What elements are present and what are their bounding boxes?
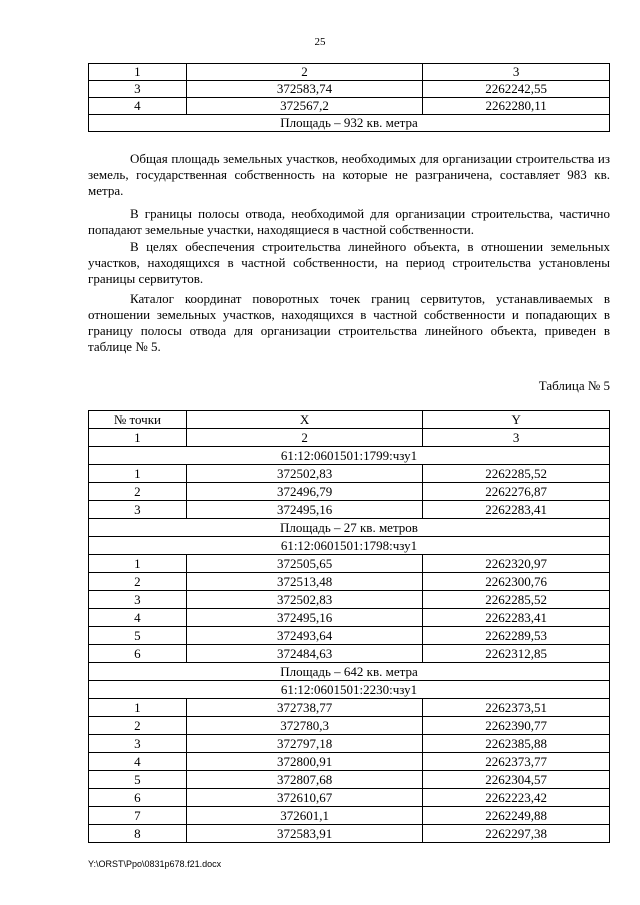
table-cell: 3 (89, 81, 187, 98)
table-cell: 2 (89, 483, 187, 501)
table-cell: 2262320,97 (423, 555, 610, 573)
table-row (89, 717, 610, 735)
table-cell: 372601,1 (186, 807, 423, 825)
file-path-footer: Y:\ORST\Ppo\0831p678.f21.docx (88, 859, 222, 869)
table-cell: 2262242,55 (423, 81, 610, 98)
table-row (89, 789, 610, 807)
table-cell: 3 (423, 429, 610, 447)
table-cell: 6 (89, 645, 187, 663)
table-cell: 1 (89, 64, 187, 81)
table-cell: 2262285,52 (423, 465, 610, 483)
parcel-cadastral-number: 61:12:0601501:2230:чзу1 (89, 681, 610, 699)
table-row (89, 609, 610, 627)
column-numbering-row (89, 429, 610, 447)
table-cell: 1 (89, 699, 187, 717)
table-row (89, 735, 610, 753)
table-cell: 2262312,85 (423, 645, 610, 663)
table-row (89, 501, 610, 519)
paragraph-catalog: Каталог координат поворотных точек границ сервитутов, устанавливаемых в отношении земельных участков, находящихся в частной собственности и попадающих в границу полосы отвода для организации строительства линейного объекта, приведен в таблице № 5. (88, 291, 610, 354)
easement-coordinates-table (88, 410, 610, 843)
table-cell: 4 (89, 609, 187, 627)
table-cell: 2 (89, 573, 187, 591)
table-cell: 372495,16 (186, 501, 423, 519)
table-row (89, 591, 610, 609)
table-cell: 3 (423, 64, 610, 81)
table-row (89, 807, 610, 825)
table-row (89, 465, 610, 483)
table-cell: 2262297,38 (423, 825, 610, 843)
table-cell: 8 (89, 825, 187, 843)
table-cell: 2262249,88 (423, 807, 610, 825)
area-row (89, 519, 610, 537)
table-row (89, 699, 610, 717)
area-cell: Площадь – 27 кв. метров (89, 519, 610, 537)
area-cell: Площадь – 642 кв. метра (89, 663, 610, 681)
table-cell: 7 (89, 807, 187, 825)
table-cell: 2262289,53 (423, 627, 610, 645)
table-row (89, 825, 610, 843)
table-cell: 4 (89, 98, 187, 115)
parcel-cadastral-number: 61:12:0601501:1798:чзу1 (89, 537, 610, 555)
column-header-point-number: № точки (89, 411, 187, 429)
table-row (89, 81, 610, 98)
table-row (89, 753, 610, 771)
table-cell: 2262283,41 (423, 501, 610, 519)
column-header-y: Y (423, 411, 610, 429)
table-row (89, 483, 610, 501)
table-cell: 2 (89, 717, 187, 735)
table-cell: 1 (89, 465, 187, 483)
table-cell: 372513,48 (186, 573, 423, 591)
table-cell: 2 (186, 64, 423, 81)
table-cell: 2262276,87 (423, 483, 610, 501)
table-cell: 372583,91 (186, 825, 423, 843)
column-header-x: X (186, 411, 423, 429)
table-cell: 372800,91 (186, 753, 423, 771)
table-cell: 5 (89, 771, 187, 789)
table-cell: 2262280,11 (423, 98, 610, 115)
table-row (89, 573, 610, 591)
parcel-title-row (89, 537, 610, 555)
table-cell: 4 (89, 753, 187, 771)
table-cell: 372567,2 (186, 98, 423, 115)
table-cell: 6 (89, 789, 187, 807)
table-cell: 2262390,77 (423, 717, 610, 735)
table-cell: 372493,64 (186, 627, 423, 645)
table-cell: 2262285,52 (423, 591, 610, 609)
table-cell: 2262300,76 (423, 573, 610, 591)
table-cell: 3 (89, 501, 187, 519)
paragraph-easements: В целях обеспечения строительства линейного объекта, в отношении земельных участков, находящихся в частной собственности, на период строительства установлены границы сервитутов. (88, 239, 610, 286)
table-cell: 372780,3 (186, 717, 423, 735)
area-row (89, 115, 610, 132)
table-cell: 372484,63 (186, 645, 423, 663)
table-cell: 2262373,51 (423, 699, 610, 717)
table-row (89, 771, 610, 789)
paragraph-total-area: Общая площадь земельных участков, необходимых для организации строительства из земель, государственная собственность на которые не разграничена, составляет 983 кв. метра. (88, 151, 610, 198)
table-header-row (89, 411, 610, 429)
table-cell: 3 (89, 735, 187, 753)
table-cell: 1 (89, 429, 187, 447)
area-row (89, 663, 610, 681)
table-cell: 2262373,77 (423, 753, 610, 771)
table-cell: 372502,83 (186, 591, 423, 609)
table-cell: 372807,68 (186, 771, 423, 789)
table-cell: 2262283,41 (423, 609, 610, 627)
table-row (89, 645, 610, 663)
table-row (89, 555, 610, 573)
table-cell: 372505,65 (186, 555, 423, 573)
table-row (89, 98, 610, 115)
table-cell: 372495,16 (186, 609, 423, 627)
table-cell: 372502,83 (186, 465, 423, 483)
coordinates-table-continued (88, 63, 610, 132)
table-cell: 2262385,88 (423, 735, 610, 753)
parcel-title-row (89, 681, 610, 699)
table-row (89, 627, 610, 645)
table-cell: 372583,74 (186, 81, 423, 98)
table-cell: 372496,79 (186, 483, 423, 501)
area-cell: Площадь – 932 кв. метра (89, 115, 610, 132)
table-cell: 372738,77 (186, 699, 423, 717)
table-cell: 372797,18 (186, 735, 423, 753)
table-cell: 2 (186, 429, 423, 447)
parcel-cadastral-number: 61:12:0601501:1799:чзу1 (89, 447, 610, 465)
paragraph-right-of-way: В границы полосы отвода, необходимой для организации строительства, частично попадают земельные участки, находящиеся в частной собственности. (88, 206, 610, 237)
table-cell: 3 (89, 591, 187, 609)
page-number: 25 (314, 36, 326, 48)
table-cell: 1 (89, 555, 187, 573)
table-cell: 2262223,42 (423, 789, 610, 807)
table-header-row (89, 64, 610, 81)
table-cell: 372610,67 (186, 789, 423, 807)
table-cell: 2262304,57 (423, 771, 610, 789)
table-caption: Таблица № 5 (538, 378, 610, 393)
table-cell: 5 (89, 627, 187, 645)
parcel-title-row (89, 447, 610, 465)
